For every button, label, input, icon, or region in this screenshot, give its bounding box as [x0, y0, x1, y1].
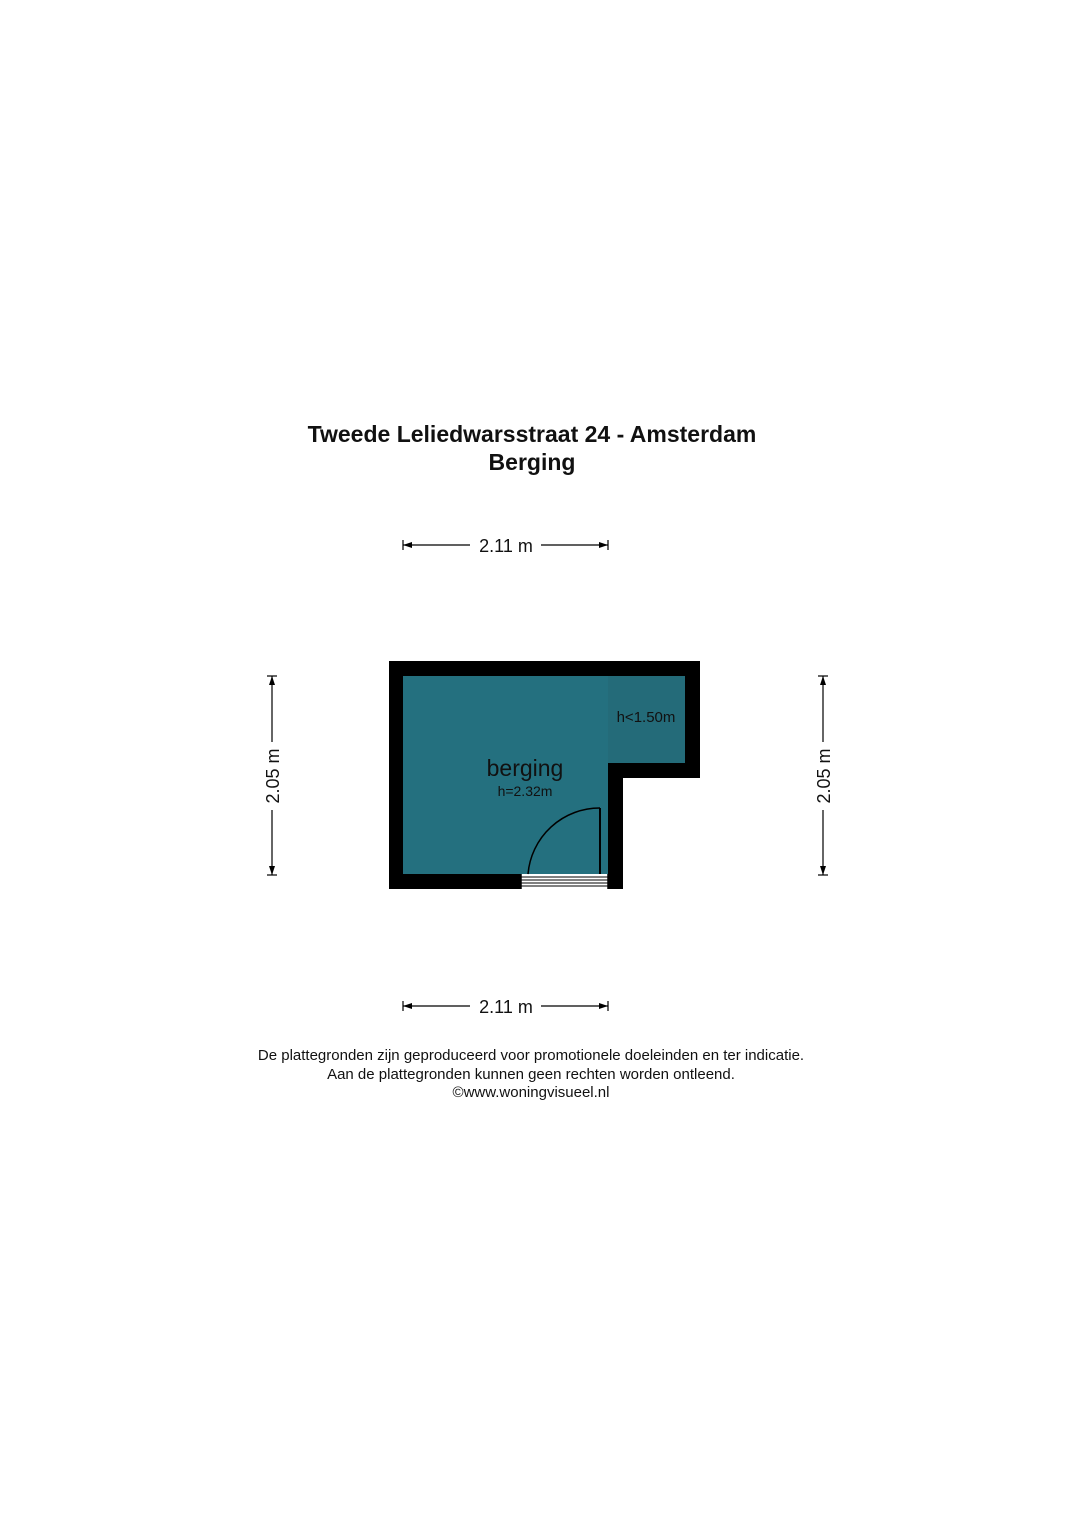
plan-title: Tweede Leliedwarsstraat 24 - Amsterdam	[307, 421, 757, 447]
disclaimer-line-1: De plattegronden zijn geproduceerd voor promotionele doeleinden en ter indicatie.	[257, 1047, 805, 1064]
disclaimer-line-2: Aan de plattegronden kunnen geen rechten worden ontleend.	[327, 1066, 735, 1083]
dimension-top-label: 2.11 m	[479, 536, 533, 556]
dimension-left-label: 2.05 m	[263, 748, 283, 804]
dimension-left	[263, 676, 283, 875]
bottom-wall-right	[608, 874, 623, 889]
dimension-bottom	[403, 997, 608, 1017]
plan-subtitle: Berging	[488, 449, 576, 475]
bottom-wall-left	[389, 874, 521, 889]
copyright-line: ©www.woningvisueel.nl	[452, 1084, 610, 1101]
room-height: h=2.32m	[497, 783, 553, 799]
room-name: berging	[486, 755, 564, 781]
dimension-bottom-label: 2.11 m	[479, 997, 533, 1017]
dimension-right	[814, 676, 834, 875]
door-threshold	[521, 874, 608, 889]
low-zone-label: h<1.50m	[616, 709, 676, 726]
dimension-right-label: 2.05 m	[814, 748, 834, 804]
dimension-top	[403, 536, 608, 556]
